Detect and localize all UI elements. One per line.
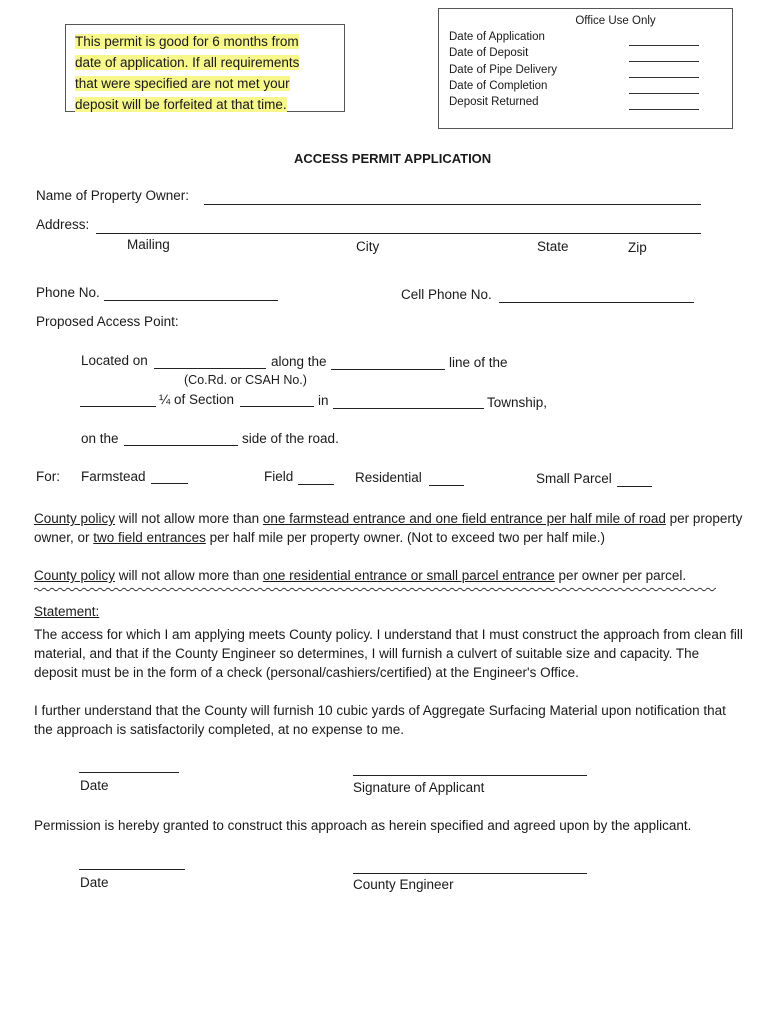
address-label: Address: (36, 217, 90, 232)
road-number-field[interactable] (154, 368, 266, 369)
policy-text: per property owner, or (34, 511, 743, 545)
policy-term: County policy (34, 511, 116, 526)
farmstead-field[interactable] (151, 483, 188, 484)
policy-paragraph-2 (34, 566, 744, 585)
in-label: in (318, 393, 329, 408)
owner-field[interactable] (204, 204, 701, 205)
office-row-blank[interactable] (629, 77, 699, 78)
proposed-access-label: Proposed Access Point: (36, 314, 179, 329)
office-row-blank[interactable] (629, 109, 699, 110)
policy-limit: two field entrances (93, 530, 206, 545)
township-label: Township, (487, 395, 548, 410)
field-label: Field (264, 469, 294, 484)
owner-label: Name of Property Owner: (36, 188, 190, 203)
residential-field[interactable] (429, 485, 464, 486)
office-use-box (438, 8, 733, 129)
office-row-blank[interactable] (629, 93, 699, 94)
cell-phone-label: Cell Phone No. (401, 287, 492, 302)
notice-line: deposit will be forfeited at that time. (75, 97, 287, 112)
office-row-label: Date of Pipe Delivery (449, 64, 558, 76)
permission-statement: Permission is hereby granted to construct this approach as herein specified and agreed upon by the applicant. (34, 818, 692, 833)
engineer-signature-caption: County Engineer (353, 877, 454, 892)
side-of-road-label: side of the road. (242, 431, 339, 446)
office-use-title: Office Use Only (575, 15, 656, 27)
zip-caption: Zip (628, 240, 647, 255)
state-caption: State (537, 239, 569, 254)
side-field[interactable] (124, 445, 238, 446)
policy-limit: one residential entrance or small parcel entrance (262, 568, 555, 583)
office-row-label: Date of Completion (449, 80, 548, 92)
located-on-label: Located on (81, 353, 148, 368)
policy-text: will not allow more than (115, 568, 263, 583)
residential-label: Residential (355, 470, 422, 485)
notice-line: date of application. If all requirements (75, 55, 300, 70)
cell-phone-field[interactable] (499, 302, 694, 303)
along-the-label: along the (271, 354, 327, 369)
office-row-label: Date of Deposit (449, 47, 529, 59)
statement-heading: Statement: (34, 604, 100, 619)
office-row-blank[interactable] (629, 61, 699, 62)
applicant-signature-field[interactable] (353, 775, 587, 776)
small-parcel-field[interactable] (617, 486, 652, 487)
phone-label: Phone No. (36, 285, 100, 300)
quarter-field[interactable] (80, 406, 156, 407)
date-field-applicant[interactable] (79, 772, 179, 773)
small-parcel-label: Small Parcel (536, 471, 612, 486)
wavy-divider (34, 587, 716, 592)
notice-line: that were specified are not met your (75, 76, 290, 91)
mailing-caption: Mailing (127, 237, 170, 252)
statement-paragraph-2: I further understand that the County will furnish 10 cubic yards of Aggregate Surfacing Material upon notification that the approach is satisfactorily completed, at no expense to me. (34, 703, 726, 737)
statement-paragraph-1: The access for which I am applying meets County policy. I understand that I must construct the approach from clean fill material, and that if the County Engineer so determines, I will furnish a culvert of suitable size and capacity. The deposit must be in the form of a check (personal/cashiers/certified) at the Engineer's Office. (34, 627, 743, 680)
notice-line: This permit is good for 6 months from (75, 34, 299, 49)
date-caption: Date (80, 778, 109, 793)
for-label: For: (36, 469, 61, 484)
section-field[interactable] (240, 406, 314, 407)
on-the-label: on the (81, 431, 119, 446)
validity-notice (65, 24, 345, 112)
policy-term: County policy (34, 568, 116, 583)
field-field[interactable] (298, 484, 334, 485)
phone-field[interactable] (104, 300, 278, 301)
policy-limit: one farmstead entrance and one field entrance per half mile of road (262, 511, 666, 526)
date-field-engineer[interactable] (79, 869, 185, 870)
applicant-signature-caption: Signature of Applicant (353, 780, 485, 795)
township-field[interactable] (333, 408, 484, 409)
policy-paragraph-1 (34, 509, 744, 547)
section-line-field[interactable] (331, 369, 445, 370)
policy-text: will not allow more than (115, 511, 263, 526)
line-of-the-label: line of the (449, 355, 508, 370)
city-caption: City (356, 239, 380, 254)
date-caption: Date (80, 875, 109, 890)
quarter-section-label: ¼ of Section (159, 392, 235, 407)
address-field[interactable] (96, 233, 701, 234)
office-row-blank[interactable] (629, 45, 699, 46)
policy-text: per half mile per property owner. (Not to exceed two per half mile.) (205, 530, 606, 545)
engineer-signature-field[interactable] (353, 873, 587, 874)
farmstead-label: Farmstead (81, 469, 146, 484)
road-hint: (Co.Rd. or CSAH No.) (184, 373, 307, 387)
office-row-label: Deposit Returned (449, 96, 539, 108)
form-title: ACCESS PERMIT APPLICATION (294, 151, 492, 166)
policy-text: per owner per parcel. (554, 568, 687, 583)
office-row-label: Date of Application (449, 31, 545, 43)
